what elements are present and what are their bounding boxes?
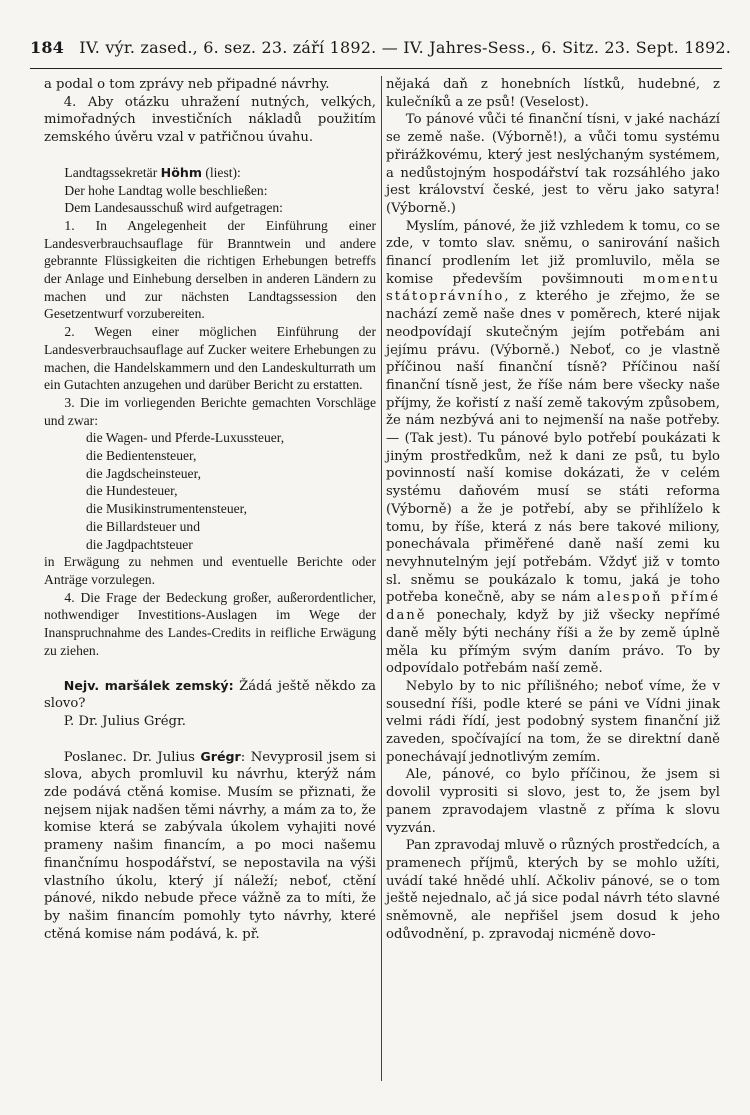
page-number: 184	[30, 38, 64, 57]
paragraph-satire: To pánové vůči té finanční tísni, v jaké nachází se země naše. (Výborně!), a vůči tomu systému přirážkovému, který jest neslýchaným systémem, a nedůstojným hospodářství tak rozsáhlého jako jest království české, jest to věru jako satyra! (Výborně.)	[386, 112, 720, 216]
text-run: ponechaly, když by již všecky nepřímé daně měly býti nechány říši a že by země úplně měla ku přímým svým daním právo. To by odpovídalo potřebám naší země.	[386, 608, 720, 677]
tax-list-item: die Musikinstrumentensteuer,	[86, 501, 248, 517]
speaker-name: Grégr	[200, 748, 241, 764]
left-column	[44, 76, 376, 943]
german-item-3-end: in Erwägung zu nehmen und eventuelle Berichte oder Anträge vorzulegen.	[44, 554, 376, 587]
paragraph-neighbour-empire: Nebylo by to nic přílišného; neboť víme, že v sousední říši, podle které se páni ve Vídni jinak velmi rádi řídí, jest podobný system finanční již zaveden, spočívající na tom, že se direktní daně ponechávají jednotlivým zemím.	[386, 678, 720, 765]
paragraph-proposal-end: a podal o tom zprávy neb připadné návrhy.	[44, 77, 330, 92]
spaced-phrase: momentu státoprávního	[386, 271, 720, 305]
spacer	[44, 731, 376, 748]
secretary-title: Landtagssekretär	[64, 164, 158, 180]
tax-list-item: die Bedientensteuer,	[86, 448, 197, 464]
speech-intro: Poslanec. Dr. Julius	[63, 749, 195, 765]
speech-text: : Nevyprosil jsem si slova, abych promluvil ku návrhu, kterýž nám zde podává ctěná komise. Musím se přiznati, že nejsem nijak nadšen těmi návrhy, a mám za to, že komise která se zabývala úkolem vyhajiti nové prameny našim financím, a po moci našemu finančnímu hospodářství, se nepostavila na výši vlastního úkolu, který jí náleží; neboť, ctění pánové, nikdo nebude přece vážně za to míti, že by našim financím pomohly tyto návrhy, které ctěná komise nám podává, k. př.	[44, 749, 376, 942]
secretary-reading	[44, 164, 376, 182]
german-item-1: 1. In Angelegenheit der Einführung einer Landesverbrauchsauflage für Branntwein und andere gebrannte Flüssigkeiten die richtigen Erhebungen betreffs der Anlage und Einhebung derselben in anderen Ländern zu machen und zur nächsten Landtagssession den Gesetzentwurf vorzubereiten.	[44, 217, 376, 322]
german-resolution-instruction: Dem Landesausschuß wird aufgetragen:	[64, 200, 283, 216]
secretary-rest: (liest):	[205, 164, 241, 180]
tax-list-item: die Wagen- und Pferde-Luxussteuer,	[86, 430, 285, 446]
tax-list-item: die Billardsteuer und	[86, 518, 201, 534]
paragraph-reason: Ale, pánové, co bylo příčinou, že jsem si dovolil vyprositi si slovo, jest to, že jsem byl panem zpravodajem vlastně z příma k slovu vyzván.	[386, 767, 720, 836]
spaced-phrase: alespoň přímé daně	[386, 590, 721, 624]
speech-gregr	[44, 748, 376, 944]
spacer	[44, 147, 376, 164]
german-item-2: 2. Wegen einer möglichen Einführung der Landesverbrauchsauflage auf Zucker weitere Erhebungen zu machen, die Handelskammern und den Landeskulturrath um ein Gutachten anzugehen und darüber Bericht zu erstatten.	[44, 324, 376, 393]
column-divider	[381, 76, 382, 1081]
tax-list-item: die Jagdpachtsteuer	[86, 536, 193, 552]
german-item-4: 4. Die Frage der Bedeckung großer, außerordentlicher, nothwendiger Investitions-Auslagen im Wege der Inanspruchnahme des Landes-Credits in reifliche Erwägung zu ziehen.	[44, 589, 376, 658]
paragraph-taxes-list: nějaká daň z honebních lístků, hudebné, z kulečníků a ze psů! (Veselost).	[386, 77, 720, 110]
german-resolution-intro: Der hohe Landtag wolle beschließen:	[64, 182, 268, 198]
tax-list-item: die Hundesteuer,	[86, 483, 178, 499]
text-run: , z kterého je zřejmo, že se nachází země naše dnes v poměrech, které nijak neodpovídají skutečným jejím potřebám ani jejímu právu. (Výborně.) Neboť, co je vlastně příčinou naší finanční tísně? Příčinou naší finanční tísně jest, že říše nám bere všecky naše příjmy, že kořistí z naší země takovým způsobem, že nám nezbývá ani to nejmenší na naše potřeby. — (Tak jest). Tu pánové bylo potřebí poukázati k jiným prostředkům, než k dani ze psů, tu bylo povinností naší komise dokázati, že v celém systému daňovém musí se státi reforma (Výborně) a že je potřebí, aby se přihlíželo k tomu, by říše, která z nás bere takové miliony, ponechávala přiměřené daně naší zemi ku nevyhnutelným její potřebám. Vždyť již v tomto sl. sněmu se poukázalo k tomu, jaká je toho potřeba konečně, aby se nám	[386, 289, 720, 606]
spacer	[44, 660, 376, 677]
marshal-text: Žádá ještě někdo za slovo?	[44, 678, 376, 712]
next-speaker: P. Dr. Julius Grégr.	[63, 713, 186, 729]
marshal-speaker: Nejv. maršálek zemský:	[63, 677, 234, 693]
secretary-name: Höhm	[160, 164, 202, 180]
tax-list-item: die Jagdscheinsteuer,	[86, 465, 201, 481]
german-item-3: 3. Die im vorliegenden Berichte gemachten Vorschläge und zwar:	[44, 394, 376, 428]
page-header	[30, 38, 732, 57]
right-column	[386, 76, 720, 943]
header-title: IV. výr. zased., 6. sez. 23. září 1892. — IV. Jahres-Sess., 6. Sitz. 23. Sept. 1892.	[79, 38, 732, 57]
paragraph-proposal-4: 4. Aby otázku uhražení nutných, velkých, mimořadných investičních nákladů použitím zemského úvěru vzal v patřičnou úvahu.	[44, 94, 376, 146]
paragraph-reporter: Pan zpravodaj mluvě o různých prostředcích, a pramenech příjmů, kterých by se mohlo užíti, uvádí také hnědé uhlí. Ačkoliv pánové, se o tom ještě nejednalo, ač já sice podal návrh této slavné sněmovně, ale nepřišel jsem dosud k jeho odůvodnění, p. zpravodaj nicméně dovo-	[386, 838, 720, 942]
header-rule	[30, 68, 722, 69]
paragraph-state-rights	[386, 218, 720, 678]
text-run: Myslím, pánové, že již vzhledem k tomu, co se zde, v tomto slav. sněmu, o sanirování našich financí prodlením let již promluvilo, měla se komise především povšimnouti	[386, 218, 720, 287]
marshal-statement	[44, 677, 376, 713]
